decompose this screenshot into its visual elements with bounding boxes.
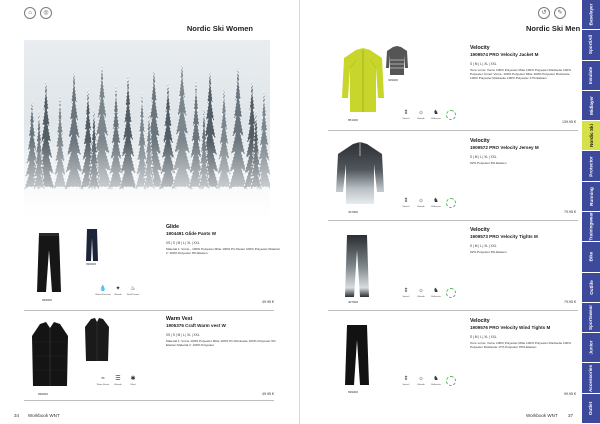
feature: ♞ Reflective xyxy=(431,110,441,120)
product-code: 329000 xyxy=(388,78,399,82)
tab-sport-all[interactable] xyxy=(582,30,600,60)
wind-icon: ♨ xyxy=(130,286,136,292)
warmth-icon: ✦ xyxy=(115,286,121,292)
tab-accessories[interactable] xyxy=(582,363,600,393)
stretch-icon: ⇕ xyxy=(403,110,409,116)
product-code: 407900 xyxy=(348,210,359,214)
product-info-velocity-jersey xyxy=(470,138,578,165)
feature-icons xyxy=(401,198,456,208)
tab-junior[interactable] xyxy=(582,333,600,363)
tab-insulate[interactable] xyxy=(582,61,600,91)
product-code: 999000 xyxy=(348,390,359,394)
product-description: Tone vorne: Vorne 100% Polyester Mitte 100% Polyester Rückseite 100% Polyester Rückseite 17% Polyester 83% Elasten xyxy=(470,340,571,349)
product-info-warm-vest xyxy=(166,316,282,347)
product-model: 1904491 Glide Pants W xyxy=(166,230,217,236)
velocity-jacket-lime-image xyxy=(342,48,384,119)
tab-label: Insulate xyxy=(588,66,594,84)
feature: ⇕ Stretch xyxy=(402,376,410,386)
product-info-velocity-jacket xyxy=(470,45,578,80)
velocity-jacket-grey-image xyxy=(386,46,408,81)
eco-badge-icon xyxy=(446,376,456,386)
feature: ☼ Warmth xyxy=(417,288,425,298)
snowy-forest-photo xyxy=(24,40,270,218)
tab-label: Nordic Ski xyxy=(588,124,594,148)
tab-label: Baselayer xyxy=(588,3,594,26)
feature: ☰ Warmth xyxy=(114,376,122,386)
feature: ♨ Wind Protect xyxy=(126,286,140,296)
forest-illustration xyxy=(24,40,270,218)
velocity-wind-tights-image xyxy=(344,324,370,391)
tab-label: Running xyxy=(588,187,594,206)
product-name: Velocity xyxy=(470,45,490,51)
home-icon[interactable]: ⌂ xyxy=(24,7,36,19)
divider xyxy=(328,130,578,131)
product-model: 1909576 PRO Velocity Wind Tights M xyxy=(470,324,551,330)
right-page xyxy=(300,0,582,424)
eco-badge-icon xyxy=(446,198,456,208)
product-description: Material 1: Vorne - 100% Polyester Mitte 100% PU Nieten 100% Polyester Material 2: 100% Polyester 8% Elasten xyxy=(166,246,280,255)
warm-vest-black-image xyxy=(30,322,70,393)
product-sizes: S | M | L | XL | XXL xyxy=(470,244,497,249)
product-code: 851000 xyxy=(348,118,359,122)
warmth-icon: ☰ xyxy=(115,376,121,382)
back-icon[interactable]: ↺ xyxy=(538,7,550,19)
product-price: 99.95 € xyxy=(564,392,576,396)
product-code: 999000 xyxy=(86,262,97,266)
water-drop-icon: ≈ xyxy=(101,376,105,382)
product-sizes: XS | S | M | L | XL | XXL xyxy=(166,333,200,338)
tab-bike[interactable] xyxy=(582,242,600,272)
tab-label: Accessories xyxy=(588,364,594,392)
warmth-icon: ☼ xyxy=(418,198,424,204)
reflective-icon: ♞ xyxy=(433,288,439,294)
feature: ☼ Warmth xyxy=(417,198,425,208)
warm-vest-dark-image xyxy=(84,318,110,367)
velocity-tights-image xyxy=(344,234,370,303)
page-number: 34 xyxy=(14,413,20,418)
feature: ♞ Reflective xyxy=(431,198,441,208)
edit-icon[interactable]: ✎ xyxy=(554,7,566,19)
tab-outlife[interactable] xyxy=(582,273,600,303)
page-footer: Workbook WNT xyxy=(526,413,558,418)
tab-label: Trainingwear xyxy=(588,212,594,241)
product-price: 79.95 € xyxy=(564,210,576,214)
divider xyxy=(24,400,274,401)
stretch-icon: ⇕ xyxy=(403,198,409,204)
warmth-icon: ☼ xyxy=(418,288,424,294)
feature: 💧 Water Resistant xyxy=(95,286,111,296)
product-price: 139.95 € xyxy=(562,120,576,124)
feature-icons xyxy=(401,376,456,386)
tab-label: Outlife xyxy=(588,279,594,295)
eco-badge-icon xyxy=(446,288,456,298)
product-sizes: XS | S | M | L | XL | XXL xyxy=(166,241,200,246)
warmth-icon: ☼ xyxy=(418,110,424,116)
product-price: 49.95 € xyxy=(262,392,274,396)
product-info-velocity-wind-tights xyxy=(470,318,578,349)
divider xyxy=(328,220,578,221)
feature: ⇕ Stretch xyxy=(402,288,410,298)
product-description: 92% Polyester 8% Elasten xyxy=(470,160,507,165)
feature: ⇕ Stretch xyxy=(402,198,410,208)
feature: ♞ Reflective xyxy=(431,288,441,298)
product-model: 1905376 Craft Warm vest W xyxy=(166,322,226,328)
tab-label: Outlet xyxy=(588,401,594,415)
tab-outlet[interactable] xyxy=(582,394,600,424)
product-description: Material 1: Vorne 100% Polyester Mitte 100% PU Rückseite 100% Polyester 6% Elasten Material 2: 100% Polyester xyxy=(166,338,276,347)
reflective-icon: ♞ xyxy=(433,110,439,116)
feature-icons xyxy=(95,286,140,296)
feature-icons xyxy=(401,288,456,298)
product-description: Tone vorne: Vorne 100% Polyester Mitte 100% Polyester Rückseite 100% Polyester Ärmel: Vorne: 100% Polyester Mitte 100% Polyester Rückseite 100% Polyester Rückseite 100% Polyester 17% Elasten xyxy=(470,67,571,80)
stretch-icon: ⇕ xyxy=(403,376,409,382)
product-name: Velocity xyxy=(470,138,490,144)
feature-icons xyxy=(98,376,138,386)
tab-running[interactable] xyxy=(582,182,600,212)
globe-icon[interactable]: ◎ xyxy=(40,7,52,19)
feature: ♞ Reflective xyxy=(431,376,441,386)
feature-icons xyxy=(401,110,456,120)
page-footer: Workbook WNT xyxy=(28,413,60,418)
product-code: 999000 xyxy=(38,392,49,396)
feature: ⇕ Stretch xyxy=(402,110,410,120)
feature: ☼ Warmth xyxy=(417,376,425,386)
page-title: Nordic Ski Men xyxy=(526,24,581,33)
product-sizes: S | M | L | XL | XXL xyxy=(470,155,497,160)
page-title: Nordic Ski Women xyxy=(186,24,253,33)
tab-protector[interactable] xyxy=(582,151,600,181)
tab-label: Sport/All xyxy=(588,35,594,55)
feature: ✦ Warmth xyxy=(114,286,122,296)
tab-trainingwear[interactable] xyxy=(582,212,600,242)
product-description: 92% Polyester 8% Elasten xyxy=(470,249,507,254)
feature: ☼ Warmth xyxy=(417,110,425,120)
product-price: 79.95 € xyxy=(564,300,576,304)
category-tabs xyxy=(582,0,600,424)
tab-label: Protector xyxy=(588,155,594,177)
product-name: Warm Vest xyxy=(166,316,193,322)
tab-label: Junior xyxy=(588,340,594,355)
divider xyxy=(24,310,274,311)
tab-baselayer[interactable] xyxy=(582,0,600,30)
warmth-icon: ☼ xyxy=(418,376,424,382)
water-drop-icon: 💧 xyxy=(99,286,107,292)
feature: ≈ Water Resist xyxy=(96,376,110,386)
glide-pants-black-image xyxy=(36,232,62,299)
product-model: 1909574 PRO Velocity Jacket M xyxy=(470,51,539,57)
page-number: 37 xyxy=(568,413,574,418)
tab-label: Sportswear xyxy=(588,304,594,330)
tab-nordic-ski[interactable] xyxy=(582,121,600,151)
product-name: Velocity xyxy=(470,318,490,324)
product-info-glide xyxy=(166,224,282,255)
product-code: 407900 xyxy=(348,300,359,304)
tab-label: Midlayer xyxy=(588,96,594,115)
tab-label: Bike xyxy=(588,252,594,262)
product-sizes: S | M | L | XL | XXL xyxy=(470,62,497,67)
feature: ✱ Wind xyxy=(130,376,136,386)
product-info-velocity-tights xyxy=(470,227,578,254)
stretch-icon: ⇕ xyxy=(403,288,409,294)
product-sizes: S | M | L | XL | XXL xyxy=(470,335,497,340)
product-price: 49.95 € xyxy=(262,300,274,304)
divider xyxy=(328,310,578,311)
product-model: 1909573 PRO Velocity Tights M xyxy=(470,233,538,239)
wind-icon: ✱ xyxy=(130,376,136,382)
eco-badge-icon xyxy=(446,110,456,120)
reflective-icon: ♞ xyxy=(433,376,439,382)
velocity-jersey-image xyxy=(336,142,384,211)
tab-midlayer[interactable] xyxy=(582,91,600,121)
product-model: 1909572 PRO Velocity Jersey M xyxy=(470,144,539,150)
product-code: 999000 xyxy=(42,298,53,302)
tab-sportswear[interactable] xyxy=(582,303,600,333)
product-name: Glide xyxy=(166,224,179,230)
product-name: Velocity xyxy=(470,227,490,233)
reflective-icon: ♞ xyxy=(433,198,439,204)
